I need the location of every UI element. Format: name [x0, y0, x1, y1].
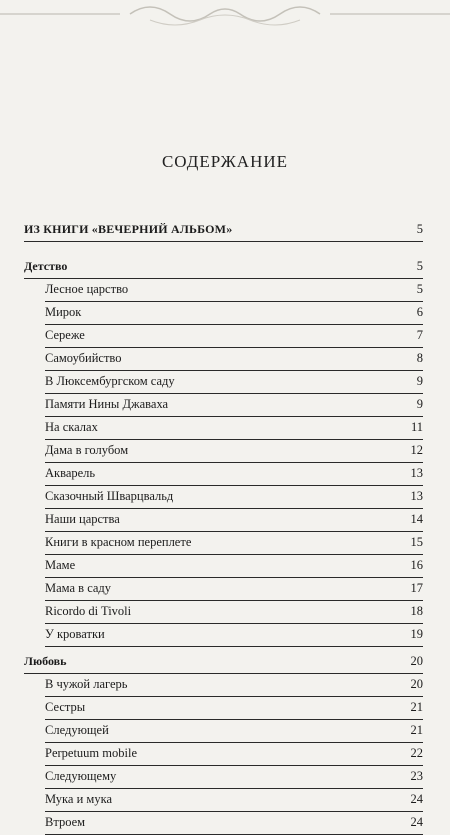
toc-entry-title: Мама в саду [45, 581, 114, 596]
toc-page-number: 6 [414, 305, 423, 320]
toc-entry-title: ИЗ КНИГИ «ВЕЧЕРНИЙ АЛЬБОМ» [24, 222, 235, 237]
toc-page-number: 16 [408, 558, 424, 573]
toc-entry-title: В Люксембургском саду [45, 374, 178, 389]
toc-entry [24, 302, 423, 325]
toc-entry [24, 743, 423, 766]
table-of-contents [24, 220, 423, 835]
toc-entry-title: Мирок [45, 305, 84, 320]
toc-page-number: 5 [414, 282, 423, 297]
toc-entry [24, 532, 423, 555]
toc-page-number: 24 [408, 815, 424, 830]
toc-page-number: 21 [408, 700, 424, 715]
toc-page-number: 5 [414, 259, 423, 274]
toc-page-number: 14 [408, 512, 424, 527]
toc-entry-title: Следующей [45, 723, 112, 738]
toc-section-heading [24, 651, 423, 674]
toc-page-number: 21 [408, 723, 424, 738]
toc-page-number: 19 [408, 627, 424, 642]
toc-entry-title: Мука и мука [45, 792, 115, 807]
toc-page-number: 23 [408, 769, 424, 784]
toc-entry [24, 766, 423, 789]
toc-entry [24, 463, 423, 486]
toc-entry-title: Любовь [24, 654, 69, 669]
toc-entry-title: В чужой лагерь [45, 677, 130, 692]
toc-entry [24, 348, 423, 371]
toc-page-number: 13 [408, 489, 424, 504]
toc-page-number: 18 [408, 604, 424, 619]
toc-entry-title: Втроем [45, 815, 88, 830]
toc-entry [24, 789, 423, 812]
toc-page-number: 7 [414, 328, 423, 343]
toc-entry-title: Маме [45, 558, 78, 573]
toc-entry [24, 440, 423, 463]
toc-book-heading [24, 220, 423, 242]
toc-entry-title: Наши царства [45, 512, 123, 527]
toc-page-number: 5 [414, 222, 423, 237]
toc-entry [24, 601, 423, 624]
toc-entry-title: Памяти Нины Джаваха [45, 397, 171, 412]
toc-entry-title: Сестры [45, 700, 88, 715]
toc-entry [24, 674, 423, 697]
toc-entry [24, 486, 423, 509]
toc-entry-title: На скалах [45, 420, 101, 435]
toc-page-number: 9 [414, 374, 423, 389]
toc-entry-title: Акварель [45, 466, 98, 481]
toc-page-number: 22 [408, 746, 424, 761]
toc-entry [24, 578, 423, 601]
toc-entry-title: Дама в голубом [45, 443, 131, 458]
toc-page-number: 13 [408, 466, 424, 481]
toc-entry-title: Ricordo di Tivoli [45, 604, 134, 619]
toc-page-number: 24 [408, 792, 424, 807]
toc-page-number: 9 [414, 397, 423, 412]
toc-entry-title: Следующему [45, 769, 119, 784]
toc-entry-title: Сереже [45, 328, 88, 343]
page-title: СОДЕРЖАНИЕ [161, 152, 289, 171]
toc-entry [24, 394, 423, 417]
toc-entry [24, 279, 423, 302]
toc-entry-title: Детство [24, 259, 70, 274]
toc-entry [24, 325, 423, 348]
toc-entry [24, 417, 423, 440]
toc-page-number: 11 [408, 420, 423, 435]
toc-page-number: 20 [408, 654, 424, 669]
header-ornament [0, 0, 450, 40]
toc-entry-title: Книги в красном переплете [45, 535, 194, 550]
toc-entry [24, 624, 423, 647]
toc-page-number: 8 [414, 351, 423, 366]
toc-entry-title: Самоубийство [45, 351, 124, 366]
toc-entry [24, 720, 423, 743]
toc-page-number: 20 [408, 677, 424, 692]
toc-page-number: 17 [408, 581, 424, 596]
toc-entry-title: Лесное царство [45, 282, 131, 297]
toc-entry [24, 812, 423, 835]
toc-entry [24, 509, 423, 532]
toc-section-heading [24, 256, 423, 279]
toc-entry-title: У кроватки [45, 627, 108, 642]
toc-entry-title: Perpetuum mobile [45, 746, 140, 761]
toc-entry [24, 371, 423, 394]
toc-entry [24, 697, 423, 720]
toc-page-number: 12 [408, 443, 424, 458]
toc-entry-title: Сказочный Шварцвальд [45, 489, 176, 504]
toc-page-number: 15 [408, 535, 424, 550]
toc-entry [24, 555, 423, 578]
